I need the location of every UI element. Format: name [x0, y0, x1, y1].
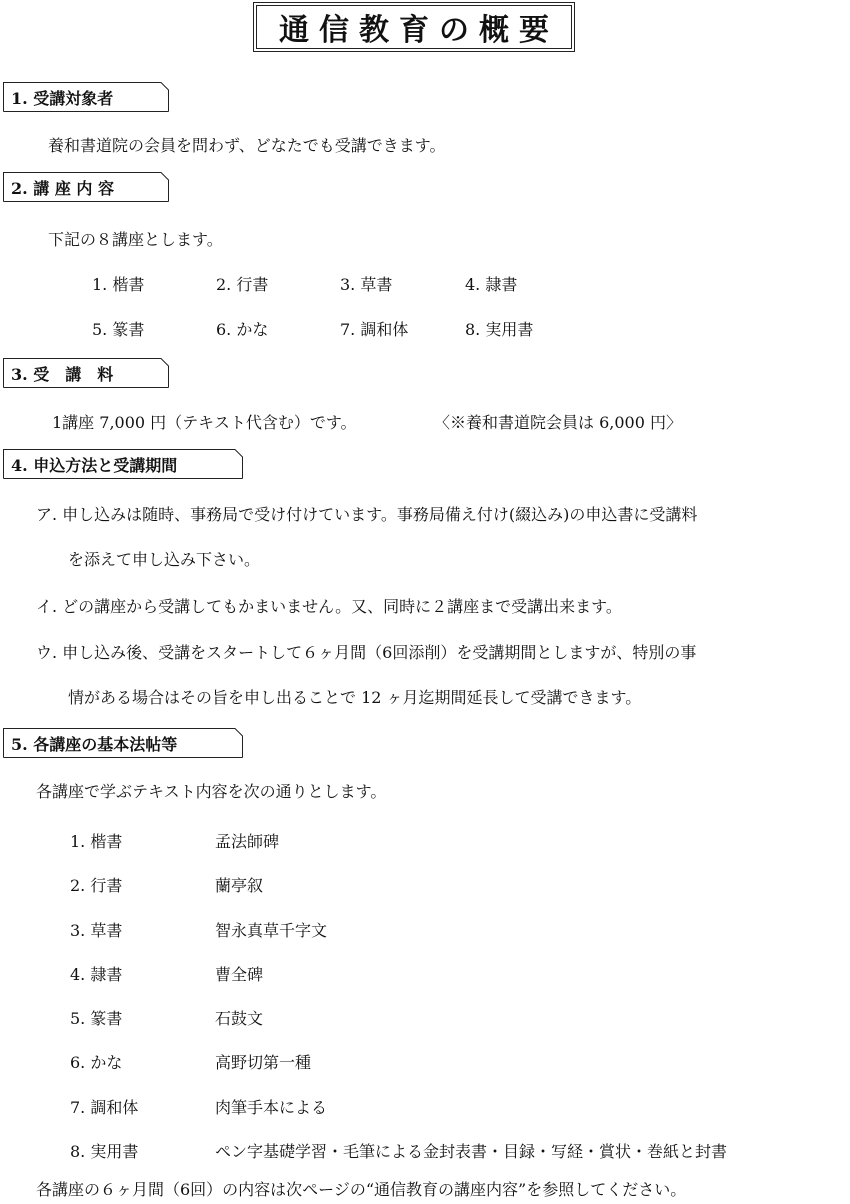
fee-text: 1講座 7,000 円（テキスト代含む）です。 — [52, 413, 357, 432]
textbook-course: 4. 隷書 — [70, 965, 123, 984]
course-item: 7. 調和体 — [340, 320, 409, 339]
textbook-course: 5. 篆書 — [70, 1009, 123, 1028]
textbook-text: 曹全碑 — [215, 965, 264, 984]
application-item-a: ア. 申し込みは随時、事務局で受け付けています。事務局備え付け(綴込み)の申込書に受講料 — [36, 505, 698, 524]
textbook-text: 肉筆手本による — [215, 1098, 328, 1117]
section-heading-3 — [3, 358, 169, 388]
course-item: 3. 草書 — [340, 275, 393, 294]
application-item-b: イ. どの講座から受講してもかまいません。又、同時に２講座まで受講出来ます。 — [36, 597, 622, 616]
course-intro-text: 下記の８講座とします。 — [48, 230, 223, 249]
section-heading-2 — [3, 172, 169, 202]
page-title: 通信教育の概要 — [256, 5, 572, 49]
textbook-text: ペン字基礎学習・毛筆による金封表書・目録・写経・賞状・巻紙と封書 — [215, 1142, 728, 1161]
application-item-c: ウ. 申し込み後、受講をスタートして６ヶ月間（6回添削）を受講期間としますが、特別の事 — [36, 643, 697, 662]
textbook-text: 高野切第一種 — [215, 1053, 312, 1072]
course-item: 6. かな — [216, 320, 269, 339]
section-heading-1 — [3, 82, 169, 112]
textbook-course: 8. 実用書 — [70, 1142, 139, 1161]
textbook-course: 3. 草書 — [70, 921, 123, 940]
footer-note: 各講座の６ヶ月間（6回）の内容は次ページの“通信教育の講座内容”を参照してください。 — [36, 1180, 687, 1199]
course-item: 8. 実用書 — [465, 320, 534, 339]
textbook-course: 1. 楷書 — [70, 832, 123, 851]
course-item: 1. 楷書 — [92, 275, 145, 294]
textbook-course: 7. 調和体 — [70, 1098, 139, 1117]
textbook-text: 智永真草千字文 — [215, 921, 328, 940]
textbook-course: 6. かな — [70, 1053, 123, 1072]
course-item: 4. 隷書 — [465, 275, 518, 294]
textbook-text: 孟法師碑 — [215, 832, 280, 851]
section-heading-5 — [3, 728, 243, 758]
application-item-c-cont: 情がある場合はその旨を申し出ることで 12 ヶ月迄期間延長して受講できます。 — [68, 688, 642, 707]
section-heading-1-label: 1. 受講対象者 — [11, 88, 114, 108]
textbook-text: 蘭亭叙 — [215, 876, 264, 895]
application-item-a-cont: を添えて申し込み下さい。 — [68, 550, 261, 569]
textbook-course: 2. 行書 — [70, 876, 123, 895]
section-heading-4-label: 4. 申込方法と受講期間 — [11, 455, 178, 475]
course-item: 5. 篆書 — [92, 320, 145, 339]
member-fee-text: 〈※養和書道院会員は 6,000 円〉 — [434, 413, 682, 432]
textbook-intro-text: 各講座で学ぶテキスト内容を次の通りとします。 — [36, 782, 387, 801]
course-item: 2. 行書 — [216, 275, 269, 294]
section-heading-3-label: 3. 受 講 料 — [11, 364, 114, 384]
section-heading-5-label: 5. 各講座の基本法帖等 — [11, 734, 178, 754]
section-heading-2-label: 2. 講 座 内 容 — [11, 178, 114, 198]
section-heading-4 — [3, 449, 243, 479]
textbook-text: 石鼓文 — [215, 1009, 264, 1028]
target-audience-text: 養和書道院の会員を問わず、どなたでも受講できます。 — [48, 136, 446, 155]
